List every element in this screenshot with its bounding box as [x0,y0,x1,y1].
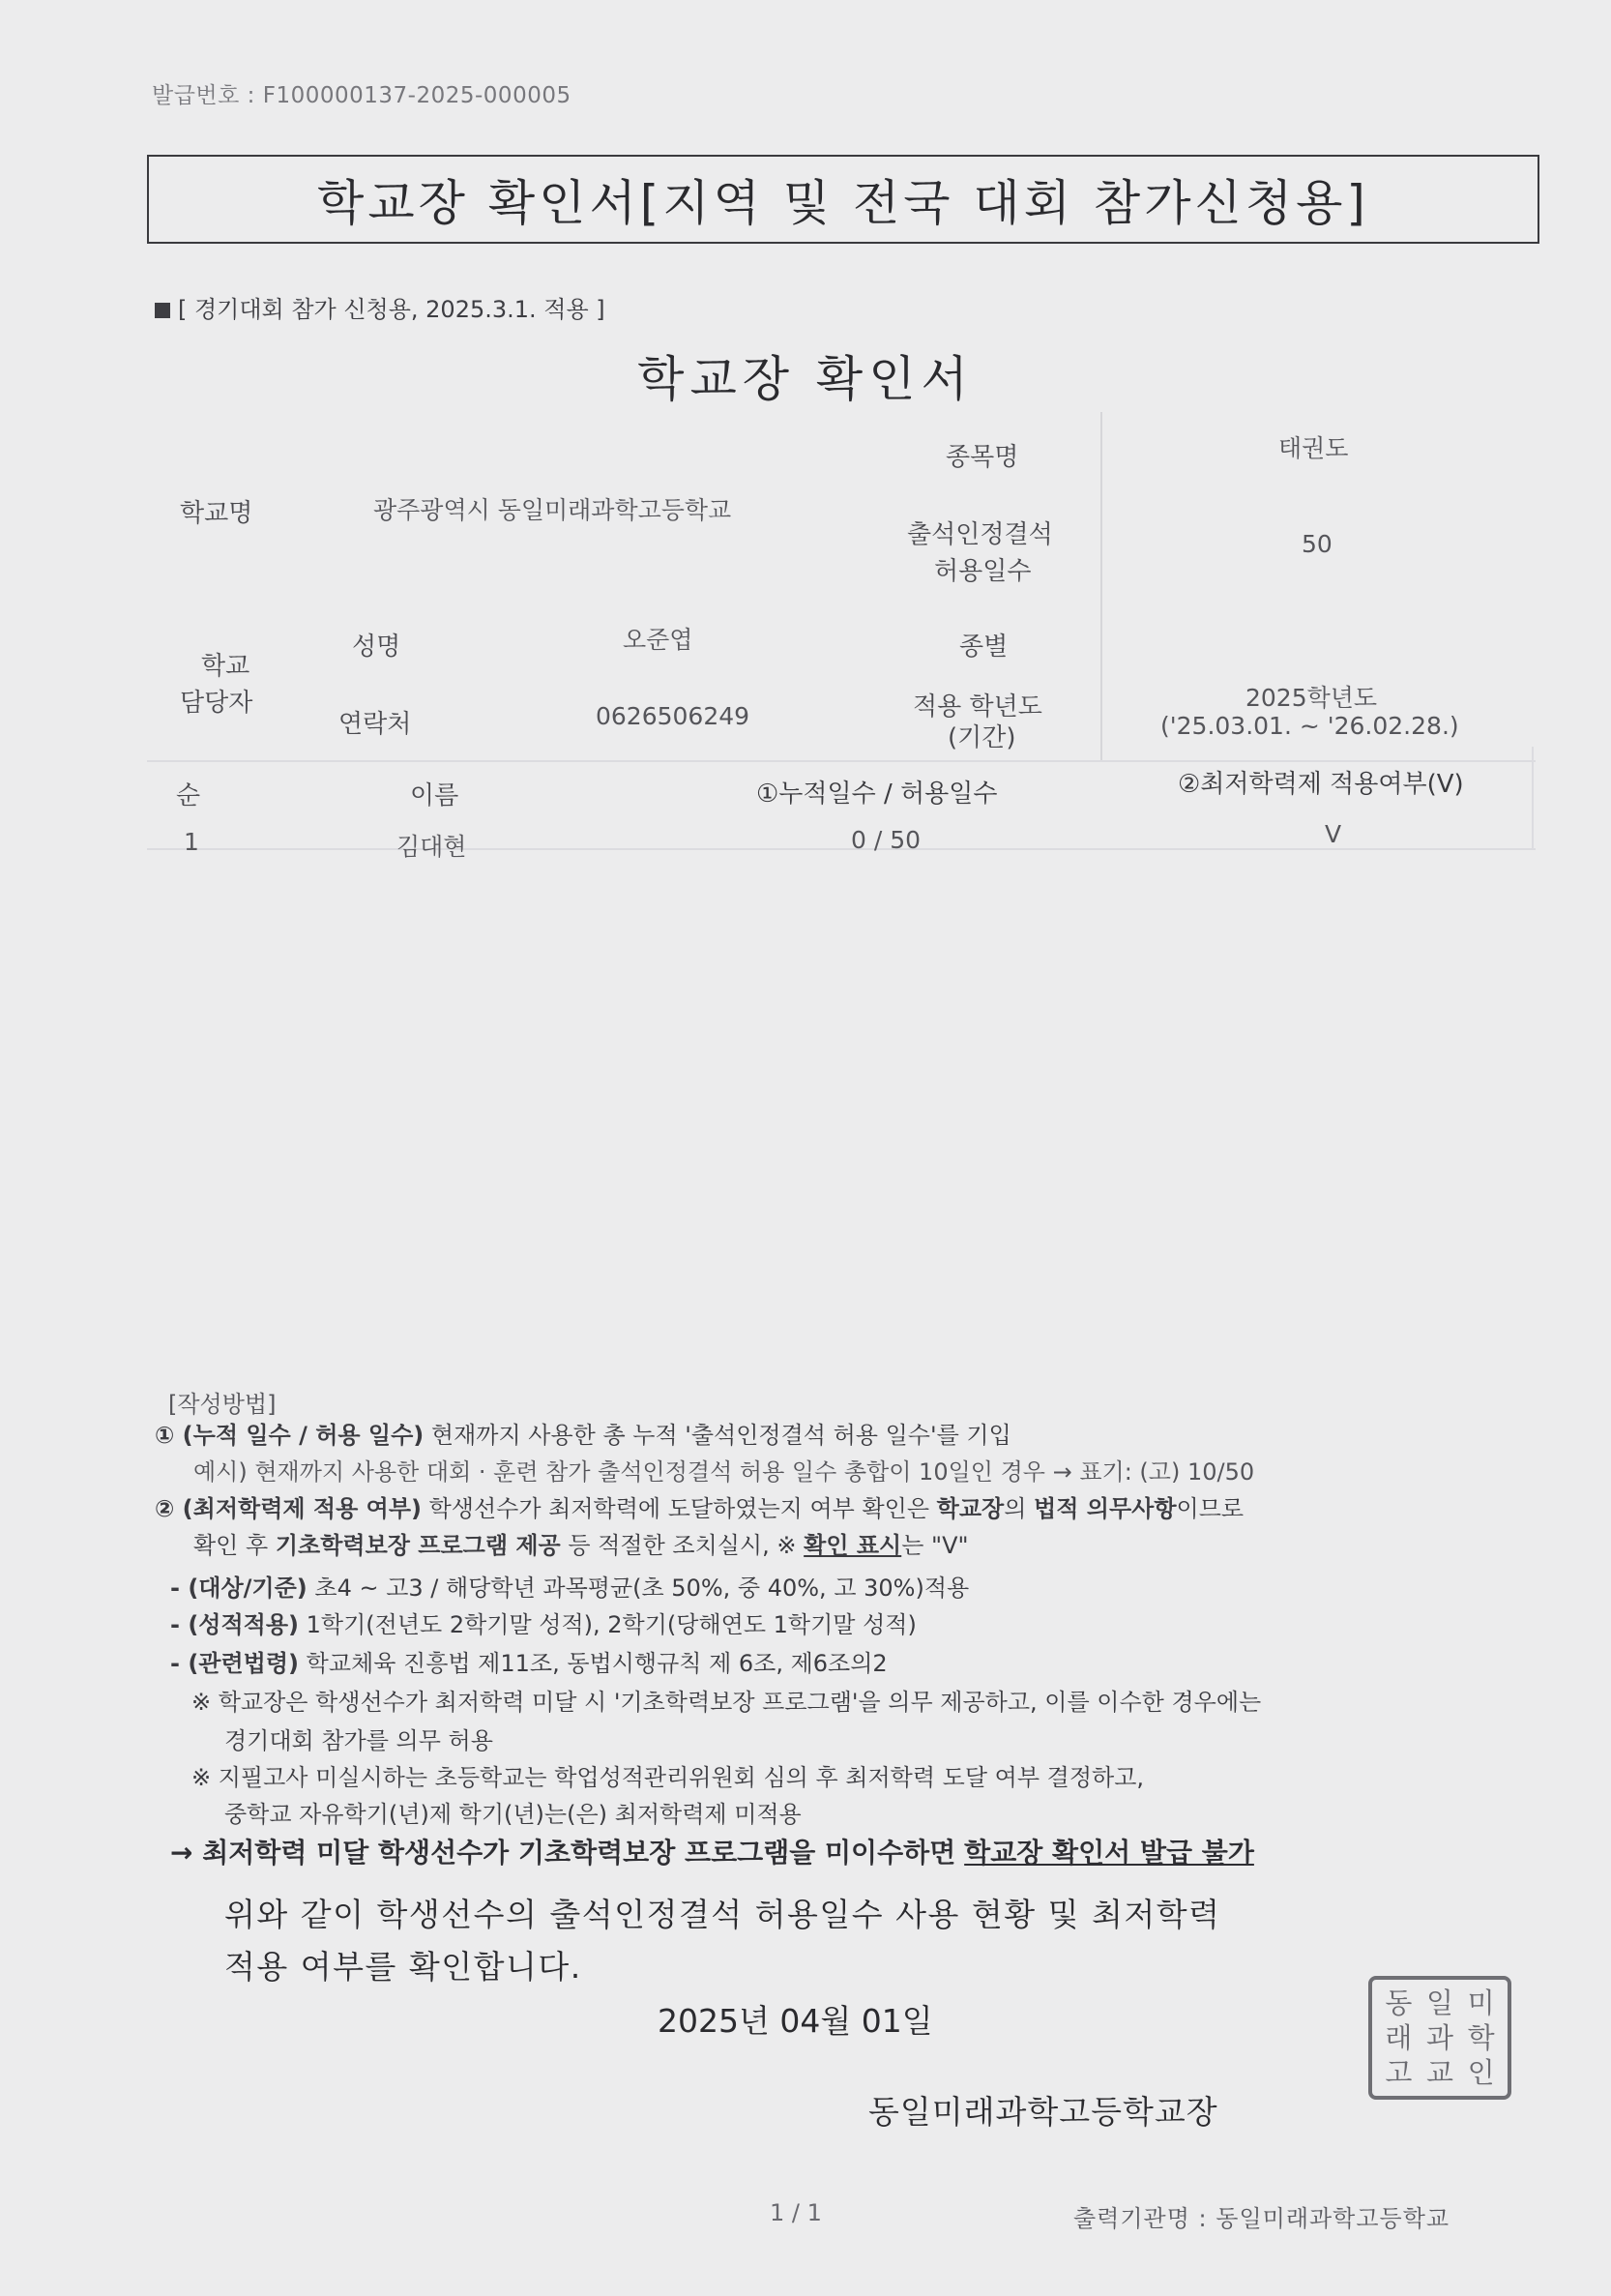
guide-line-4-text-c: 등 적절한 조치실시, ※ [568,1532,797,1559]
signer-name: 동일미래과학고등학교장 [868,2093,1218,2131]
guide-line-4-text-d: 확인 표시 [804,1532,902,1559]
guide-line-3-text-e: 이므로 [1176,1495,1245,1522]
manager-name-label: 성명 [352,633,401,662]
guide-line-3 [155,1489,1244,1523]
header-title-box [147,155,1539,244]
student-header-no: 순 [176,781,201,810]
guide-line-6-text: 1학기(전년도 2학기말 성적), 2학기(당해연도 1학기말 성적) [306,1611,917,1638]
school-year-period: ('25.03.01. ~ '26.02.28.) [1160,712,1459,740]
seal-char: 일 [1425,1986,1453,2019]
seal-char: 교 [1425,2055,1453,2089]
student-row-name: 김대현 [396,833,467,861]
contact-label: 연락처 [338,710,412,739]
issue-date: 2025년 04월 01일 [658,2002,933,2040]
guide-line-4-text-a: 확인 후 [193,1532,269,1559]
guide-line-1-marker: ① (누적 일수 / 허용 일수) [155,1422,425,1449]
guide-line-5-marker: - (대상/기준) [170,1575,308,1602]
guide-line-3-text-d: 법적 의무사항 [1034,1495,1177,1522]
seal-char: 래 [1385,2020,1413,2054]
guide-line-9: 경기대회 참가를 의무 허용 [224,1727,493,1754]
seal-char: 고 [1385,2055,1413,2089]
section-label [155,290,605,324]
student-row-check: V [1325,820,1342,848]
school-name-value: 광주광역시 동일미래과학고등학교 [373,496,732,524]
school-year-label-2: (기간) [948,723,1016,752]
student-header-days: ①누적일수 / 허용일수 [756,780,998,809]
manager-label-2: 담당자 [180,689,253,718]
school-year-value: 2025학년도 [1245,684,1378,712]
guide-line-3-marker: ② (최저학력제 적용 여부) [155,1495,422,1522]
page-number: 1 / 1 [770,2199,822,2226]
guide-line-3-text-b: 학교장 [936,1495,1005,1522]
contact-value: 0626506249 [596,702,750,730]
student-table-right-line [1532,747,1534,849]
student-header-minimum: ②최저학력제 적용여부(V) [1178,770,1464,799]
guide-line-11: 중학교 자유학기(년)제 학기(년)는(은) 최저학력제 미적용 [224,1801,802,1828]
confirmation-line-2: 적용 여부를 확인합니다. [224,1948,582,1986]
guide-line-4-text-b: 기초학력보장 프로그램 제공 [275,1532,561,1559]
school-year-label-1: 적용 학년도 [913,692,1042,721]
sport-value: 태권도 [1278,434,1349,462]
seal-char: 인 [1467,2055,1495,2089]
issue-number: 발급번호 : F100000137-2025-000005 [152,83,571,108]
manager-label-1: 학교 [201,652,250,681]
guide-line-6-marker: - (성적적용) [170,1611,299,1638]
guide-line-12-text-a: → 최저학력 미달 학생선수가 기초학력보장 프로그램을 미이수하면 [170,1837,956,1869]
school-name-label: 학교명 [180,499,253,528]
category-label: 종별 [959,633,1009,662]
guide-line-2: 예시) 현재까지 사용한 대회 · 훈련 참가 출석인정결석 허용 일수 총합이 10일인 경우 → 표기: (고) 10/50 [193,1458,1255,1486]
guide-line-1 [155,1416,1011,1450]
allowed-days-value: 50 [1302,530,1333,558]
guide-line-1-text: 현재까지 사용한 총 누적 '출석인정결석 허용 일수'를 기입 [430,1422,1011,1449]
table-divider [1100,412,1102,762]
seal-char: 동 [1385,1986,1413,2019]
guide-line-3-text-a: 학생선수가 최저학력에 도달하였는지 여부 확인은 [428,1495,930,1522]
seal-char: 과 [1425,2020,1453,2054]
student-header-name: 이름 [410,781,459,810]
guide-line-7-text: 학교체육 진흥법 제11조, 동법시행규칙 제 6조, 제6조의2 [306,1650,888,1677]
student-row-no: 1 [184,828,199,856]
confirmation-line-1: 위와 같이 학생선수의 출석인정결석 허용일수 사용 현황 및 최저학력 [224,1896,1221,1933]
guide-line-3-text-c: 의 [1004,1495,1027,1522]
guide-line-10: ※ 지필고사 미실시하는 초등학교는 학업성적관리위원회 심의 후 최저학력 도달 여부 결정하고, [191,1764,1145,1791]
allowed-days-label-1: 출석인정결석 [907,520,1053,549]
guide-line-7 [170,1644,888,1678]
print-organization: 출력기관명 : 동일미래과학고등학교 [1073,2205,1450,2232]
guide-line-7-marker: - (관련법령) [170,1650,299,1677]
seal-char: 미 [1467,1986,1495,2019]
student-table-top-line [147,760,1536,762]
guide-line-4 [193,1526,969,1560]
guide-line-4-text-e: 는 "V" [901,1532,969,1559]
guide-line-6 [170,1605,917,1639]
sport-label: 종목명 [946,443,1019,472]
official-seal [1368,1976,1511,2100]
guide-line-12-text-b: 학교장 확인서 발급 불가 [964,1837,1254,1869]
student-row-days: 0 / 50 [851,826,922,854]
guide-line-5 [170,1569,969,1603]
manager-name-value: 오준엽 [623,626,693,654]
allowed-days-label-2: 허용일수 [934,557,1032,586]
guide-line-5-text: 초4 ~ 고3 / 해당학년 과목평균(초 50%, 중 40%, 고 30%)적용 [314,1575,970,1602]
seal-char: 학 [1467,2020,1495,2054]
section-label-text: [ 경기대회 참가 신청용, 2025.3.1. 적용 ] [178,296,605,323]
header-title: 학교장 확인서[지역 및 전국 대회 참가신청용] [317,175,1369,231]
guide-line-12 [170,1832,1254,1870]
document-title: 학교장 확인서 [637,351,974,407]
guide-line-8: ※ 학교장은 학생선수가 최저학력 미달 시 '기초학력보장 프로그램'을 의무 제공하고, 이를 이수한 경우에는 [191,1689,1262,1716]
guide-title: [작성방법] [168,1391,277,1418]
square-bullet-icon [155,303,170,318]
student-table-bottom-line [147,848,1536,850]
